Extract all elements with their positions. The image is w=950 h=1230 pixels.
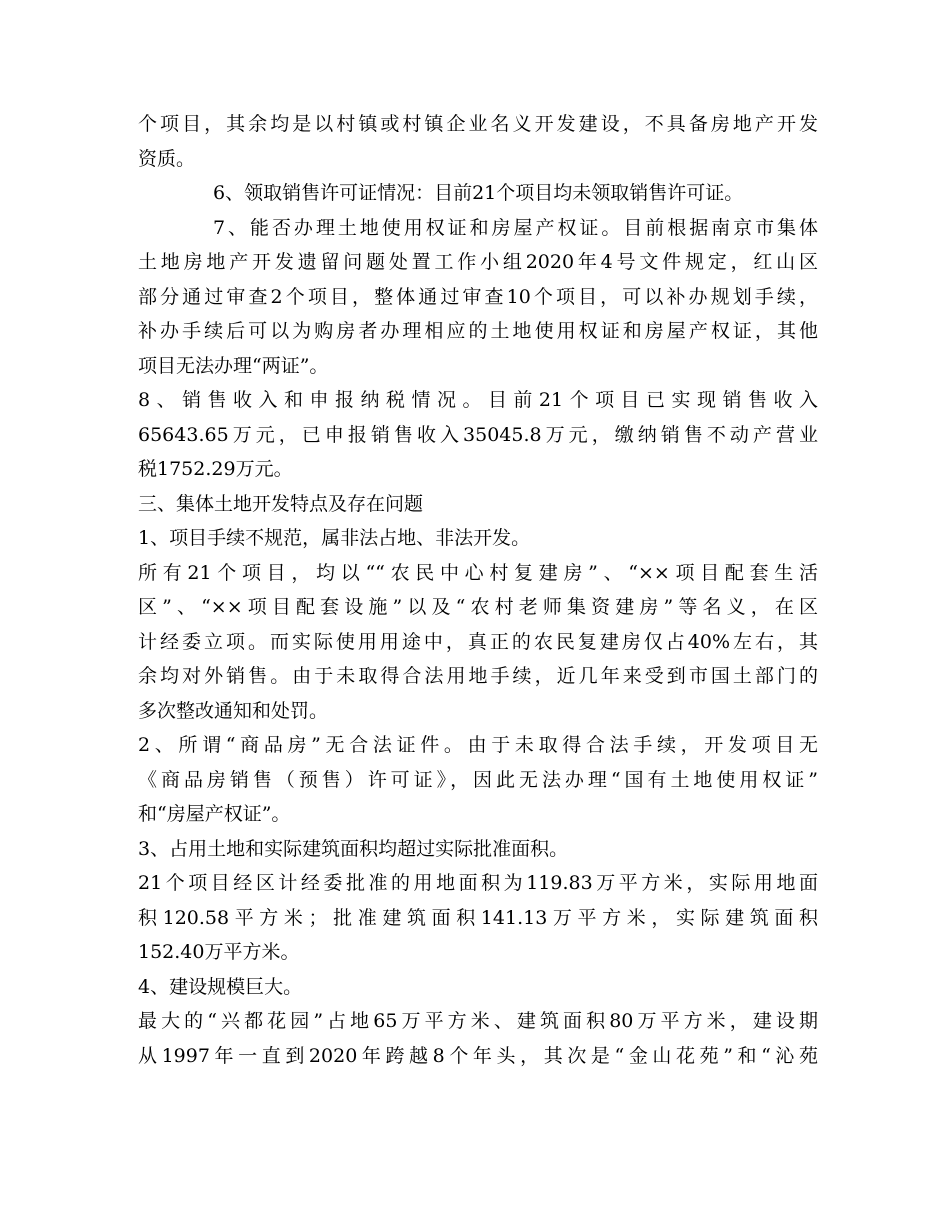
text-line: 土地房地产开发遗留问题处置工作小组2020年4号文件规定，红山区 — [138, 251, 818, 273]
text-line: 3、占用土地和实际建筑面积均超过实际批准面积。 — [138, 837, 569, 860]
text-line: 积120.58平方米；批准建筑面积141.13万平方米，实际建筑面积 — [138, 906, 818, 929]
text-line: 21个项目经区计经委批准的用地面积为119.83万平方米，实际用地面 — [138, 872, 818, 894]
text-line: 4、建设规模巨大。 — [138, 975, 303, 998]
text-line: 补办手续后可以为购房者办理相应的土地使用权证和房屋产权证，其他 — [138, 320, 818, 342]
document-body — [138, 107, 818, 1073]
text-line: 8、销售收入和申报纳税情况。目前21个项目已实现销售收入 — [138, 389, 818, 411]
text-line: 部分通过审查2个项目，整体通过审查10个项目，可以补办规划手续， — [138, 285, 818, 308]
text-line: 项目无法办理“两证”。 — [138, 354, 329, 377]
text-line: 最大的“兴都花园”占地65万平方米、建筑面积80万平方米，建设期 — [138, 1010, 818, 1032]
text-line: 区”、“××项目配套设施”以及“农村老师集资建房”等名义，在区 — [138, 596, 818, 618]
text-line: 和“房屋产权证”。 — [138, 803, 291, 825]
text-line: 6、领取销售许可证情况：目前21个项目均未领取销售许可证。 — [213, 182, 744, 204]
text-line: 2、所谓“商品房”无合法证件。由于未取得合法手续，开发项目无 — [138, 734, 818, 756]
text-line: 所有21个项目，均以““农民中心村复建房”、“××项目配套生活 — [138, 561, 818, 584]
text-line: 税1752.29万元。 — [138, 458, 293, 480]
text-line: 多次整改通知和处罚。 — [138, 699, 329, 722]
text-line: 1、项目手续不规范，属非法占地、非法开发。 — [138, 527, 531, 549]
text-line: 资质。 — [138, 147, 196, 170]
text-line: 从1997年一直到2020年跨越8个年头，其次是“金山花苑”和“沁苑 — [138, 1044, 818, 1067]
text-line: 152.40万平方米。 — [138, 941, 300, 963]
text-line: 三、集体土地开发特点及存在问题 — [138, 492, 424, 515]
text-line: 《商品房销售（预售）许可证》，因此无法办理“国有土地使用权证” — [138, 768, 818, 791]
text-line: 计经委立项。而实际使用用途中，真正的农民复建房仅占40%左右，其 — [138, 630, 818, 653]
text-line: 65643.65万元，已申报销售收入35045.8万元，缴纳销售不动产营业 — [138, 423, 818, 446]
text-line: 余均对外销售。由于未取得合法用地手续，近几年来受到市国土部门的 — [138, 665, 818, 687]
text-line: 个项目，其余均是以村镇或村镇企业名义开发建设，不具备房地产开发 — [138, 113, 818, 135]
text-line: 7、能否办理土地使用权证和房屋产权证。目前根据南京市集体 — [213, 216, 818, 239]
